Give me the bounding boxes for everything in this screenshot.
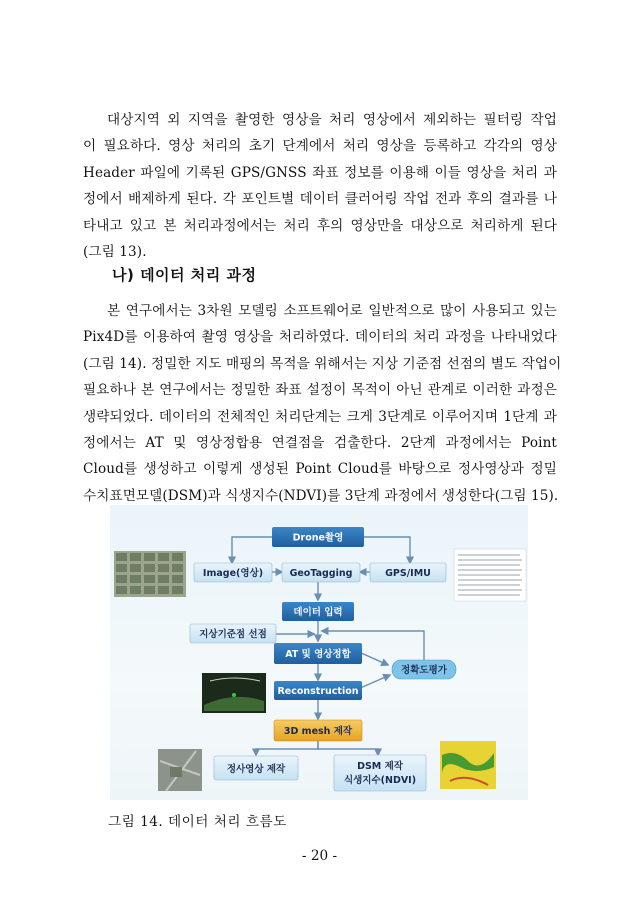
box-image-label: Image(영상): [202, 568, 264, 579]
orthophoto-thumbnail: [158, 749, 202, 791]
box-at-matching: [274, 643, 362, 664]
text-line: 타내고 있고 본 처리과정에서는 처리 후의 영상만을 대상으로 처리하게 된다: [83, 217, 557, 234]
box-dsm-label: DSM 제작: [357, 761, 403, 772]
box-gps-label: GPS/IMU: [385, 568, 431, 579]
box-3d-mesh: [274, 720, 362, 741]
box-geotagging: [282, 563, 360, 582]
text-line: (그림 14). 정밀한 지도 매핑의 목적을 위해서는 지상 기준점 선점의 별도 작업이: [83, 355, 562, 372]
photo-grid-thumbnail: [114, 551, 186, 597]
box-mesh-label: 3D mesh 제작: [283, 726, 353, 737]
text-line: 정에서는 AT 및 영상정합용 연결점을 검출한다. 2단계 과정에서는 Point: [83, 435, 557, 452]
point-cloud-thumbnail: [202, 673, 266, 713]
box-reconstruction: [274, 681, 362, 700]
text-line: 수치표면모델(DSM)과 식생지수(NDVI)를 3단계 과정에서 생성한다(그림 15).: [83, 487, 559, 504]
box-dsm-ndvi: [334, 755, 426, 791]
box-orthophoto: [214, 756, 298, 780]
text-line: Pix4D를 이용하여 촬영 영상을 처리하였다. 데이터의 처리 과정을 나타내었다: [83, 329, 557, 346]
box-ortho-label: 정사영상 제작: [226, 764, 286, 775]
paragraph-processing: [83, 298, 562, 509]
box-gps-imu: [370, 563, 446, 582]
text-line: 필요하나 본 연구에서는 정밀한 좌표 설정이 목적이 아닌 관계로 이러한 과정은: [83, 382, 557, 399]
paragraph-filtering: [83, 107, 557, 265]
section-heading: 나) 데이터 처리 과정: [112, 266, 257, 284]
text-line: 이 필요하다. 영상 처리의 초기 단계에서 처리 영상을 등록하고 각각의 영상: [83, 138, 557, 155]
gps-log-thumbnail: [454, 549, 526, 601]
box-drone-capture: [272, 527, 364, 547]
box-accuracy-label: 정확도평가: [401, 665, 447, 676]
text-line: (그림 13).: [83, 244, 147, 261]
text-line: 정에서 배제하게 된다. 각 포인트별 데이터 클러어링 작업 전과 후의 결과를 나: [83, 191, 557, 208]
box-geotagging-label: GeoTagging: [289, 568, 353, 579]
box-data-input: [282, 602, 354, 621]
box-ndvi-label: 식생지수(NDVI): [343, 775, 417, 786]
box-image: [194, 563, 272, 582]
box-gcp: [190, 624, 276, 643]
box-gcp-label: 지상기준점 선점: [199, 629, 267, 640]
text-line: 생략되었다. 데이터의 전체적인 처리단계는 크게 3단계로 이루어지며 1단계 과: [83, 408, 557, 425]
box-at-label: AT 및 영상정합: [285, 649, 351, 660]
box-accuracy: [392, 660, 456, 679]
flowchart-figure: [110, 505, 528, 800]
text-line: 대상지역 외 지역을 촬영한 영상을 처리 영상에서 제외하는 필터링 작업: [107, 112, 557, 128]
box-data-input-label: 데이터 입력: [293, 607, 343, 618]
box-reconstruction-label: Reconstruction: [277, 686, 359, 697]
ndvi-map-thumbnail: [440, 741, 496, 789]
figure-caption: 그림 14. 데이터 처리 흐름도: [108, 814, 287, 830]
text-line: 본 연구에서는 3차원 모델링 소프트웨어로 일반적으로 많이 사용되고 있는: [107, 303, 557, 319]
text-line: Cloud를 생성하고 이렇게 생성된 Point Cloud를 바탕으로 정사영상과 정밀: [83, 461, 557, 478]
text-line: Header 파일에 기록된 GPS/GNSS 좌표 정보를 이용해 이들 영상을 처리 과: [83, 164, 557, 181]
box-drone-label: Drone촬영: [292, 532, 344, 544]
page-number: - 20 -: [301, 848, 338, 864]
flowchart-svg: [110, 505, 528, 800]
